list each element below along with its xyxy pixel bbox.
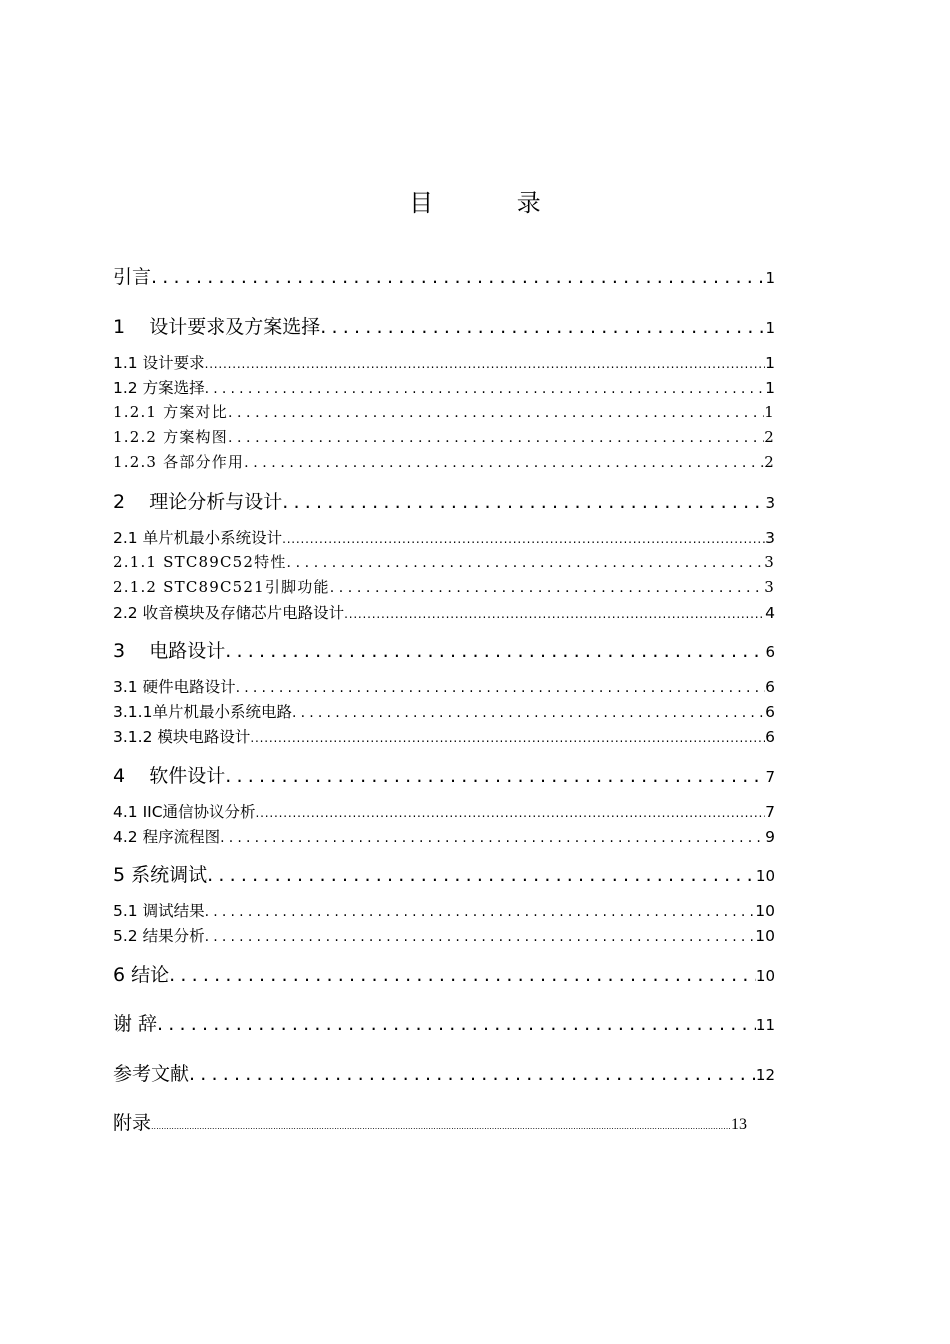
toc-entry-2-2[interactable] (113, 601, 775, 623)
toc-entry-page: 10 (755, 927, 775, 945)
toc-leader-dots (205, 904, 756, 920)
toc-entry-ch6[interactable] (113, 960, 775, 988)
toc-entry-5-2[interactable] (113, 924, 775, 946)
toc-leader-dots (236, 680, 766, 696)
toc-entry-title: 1 设计要求及方案选择 (113, 316, 321, 338)
toc-entry-page: 3 (764, 578, 775, 596)
toc-entry-title: 2 理论分析与设计 (113, 491, 283, 513)
toc-entry-page: 1 (765, 354, 775, 372)
toc-entry-4-2[interactable] (113, 825, 775, 847)
toc-entry-page: 3 (765, 529, 775, 547)
toc-entry-page: 10 (755, 902, 775, 920)
toc-leader-dots (205, 357, 766, 371)
toc-entry-title: 3.1.1单片机最小系统电路 (113, 703, 292, 721)
toc-entry-title: 5 系统调试 (113, 864, 208, 886)
toc-entry-3-1-1[interactable] (113, 700, 775, 722)
toc-entry-page: 1 (765, 269, 775, 287)
toc-entry-acknowledgement[interactable] (113, 1009, 775, 1037)
toc-entry-page: 6 (765, 678, 775, 696)
toc-entry-title: 引言 (113, 266, 152, 288)
toc-entry-ch4[interactable] (113, 761, 775, 789)
toc-entry-2-1[interactable] (113, 526, 775, 548)
toc-entry-ch3[interactable] (113, 636, 775, 664)
toc-entry-page: 4 (765, 604, 775, 622)
toc-entry-ch1[interactable] (113, 312, 775, 340)
toc-entry-ch2[interactable] (113, 487, 775, 515)
toc-entry-title: 1.2.1 方案对比 (113, 403, 228, 421)
toc-entry-page: 3 (765, 494, 775, 512)
toc-entry-2-1-1[interactable] (113, 551, 775, 573)
toc-entry-references[interactable] (113, 1059, 775, 1087)
toc-leader-dots (250, 731, 765, 745)
toc-entry-page: 12 (755, 1066, 775, 1084)
toc-leader-dots (282, 532, 765, 546)
toc-entry-2-1-2[interactable] (113, 576, 775, 598)
toc-leader-dots (330, 580, 765, 596)
toc-leader-dots (228, 430, 764, 446)
toc-leader-dots (228, 405, 764, 421)
toc-entry-1-2-2[interactable] (113, 426, 775, 448)
toc-entry-4-1[interactable] (113, 800, 775, 822)
toc-entry-title: 4.2 程序流程图 (113, 828, 221, 846)
toc-entry-page: 10 (755, 967, 775, 985)
toc-leader-dots (189, 1063, 756, 1085)
toc-entry-title: 1.1 设计要求 (113, 354, 205, 372)
toc-leader-dots (225, 640, 765, 662)
toc-leader-dots (169, 964, 756, 986)
toc-entry-title: 6 结论 (113, 964, 170, 986)
toc-leader-dots (344, 607, 765, 621)
toc-leader-dots (282, 491, 765, 513)
toc-entry-page: 6 (765, 728, 775, 746)
toc-entry-page: 1 (765, 319, 775, 337)
toc-entry-page: 6 (765, 643, 775, 661)
toc-entry-title: 2.1.2 STC89C521引脚功能 (113, 578, 330, 596)
toc-entry-page: 1 (765, 379, 775, 397)
toc-entry-title: 3 电路设计 (113, 640, 226, 662)
toc-entry-title: 谢 辞 (113, 1013, 158, 1035)
toc-leader-dots (151, 1122, 731, 1131)
toc-entry-title: 参考文献 (113, 1063, 190, 1085)
toc-leader-dots (205, 929, 756, 945)
toc-entry-title: 3.1 硬件电路设计 (113, 678, 236, 696)
toc-entry-title: 4 软件设计 (113, 765, 226, 787)
toc-entry-page: 7 (765, 803, 775, 821)
toc-entry-page: 2 (764, 428, 775, 446)
toc-entry-page: 9 (765, 828, 775, 846)
toc-leader-dots (225, 765, 765, 787)
toc-entry-3-1[interactable] (113, 675, 775, 697)
toc-entry-title: 5.1 调试结果 (113, 902, 205, 920)
toc-leader-dots (320, 316, 765, 338)
toc-entry-page: 2 (764, 453, 775, 471)
toc-entry-title: 2.2 收音模块及存储芯片电路设计 (113, 604, 345, 622)
toc-entry-title: 1.2.3 各部分作用 (113, 453, 245, 471)
toc-entry-page: 6 (765, 703, 775, 721)
toc-entry-title: 1.2.2 方案构图 (113, 428, 228, 446)
toc-entry-3-1-2[interactable] (113, 725, 775, 747)
toc-entry-page: 1 (764, 403, 775, 421)
toc-entry-1-2-3[interactable] (113, 451, 775, 473)
toc-entry-title: 1.2 方案选择 (113, 379, 205, 397)
toc-leader-dots (256, 806, 766, 820)
toc-leader-dots (292, 705, 765, 721)
toc-entry-1-2[interactable] (113, 376, 775, 398)
toc-entry-intro[interactable] (113, 262, 775, 290)
toc-entry-1-2-1[interactable] (113, 401, 775, 423)
toc-leader-dots (220, 830, 765, 846)
toc-entry-appendix[interactable] (113, 1108, 747, 1136)
toc-entry-title: 附录 (113, 1112, 152, 1134)
toc-entry-title: 5.2 结果分析 (113, 927, 205, 945)
toc-entry-page: 3 (764, 553, 775, 571)
toc-leader-dots (205, 381, 766, 397)
toc-entry-page: 13 (731, 1116, 747, 1133)
toc-entry-title: 2.1.1 STC89C52特性 (113, 553, 287, 571)
toc-entry-page: 10 (755, 867, 775, 885)
toc-entry-title: 2.1 单片机最小系统设计 (113, 529, 283, 547)
toc-leader-dots (287, 555, 765, 571)
toc-entry-title: 4.1 IIC通信协议分析 (113, 803, 256, 821)
toc-entry-title: 3.1.2 模块电路设计 (113, 728, 251, 746)
toc-entry-1-1[interactable] (113, 351, 775, 373)
toc-entry-page: 7 (765, 768, 775, 786)
toc-entry-5-1[interactable] (113, 899, 775, 921)
toc-entry-ch5[interactable] (113, 860, 775, 888)
toc-entry-page: 11 (755, 1016, 775, 1034)
toc-leader-dots (244, 455, 764, 471)
toc-leader-dots (151, 266, 765, 288)
toc-leader-dots (207, 864, 756, 886)
toc-leader-dots (157, 1013, 756, 1035)
page-title: 目 录 (409, 189, 579, 217)
